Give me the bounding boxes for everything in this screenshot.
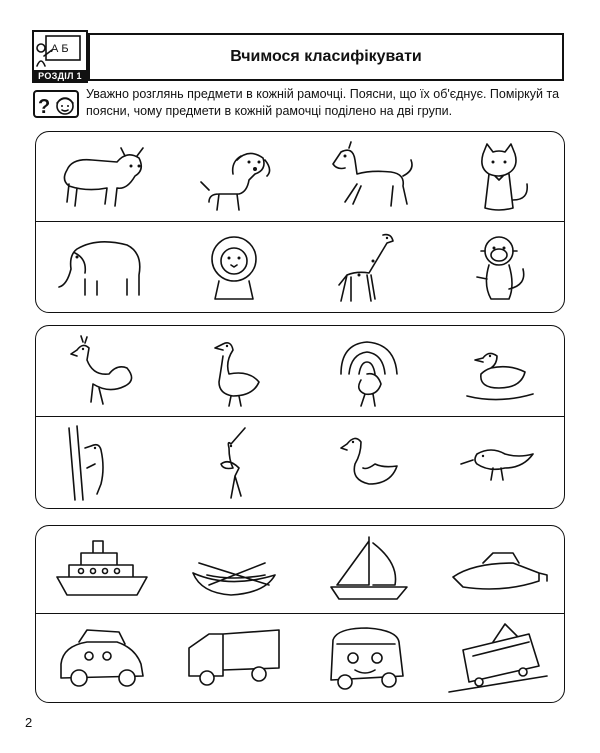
question-and-child-icon [33, 90, 79, 118]
task-instructions: Уважно розглянь предмети в кожній рамочці. Поясни, що їх об'єднує. Поміркуй та поясни, чому предмети в кожній рамочці поділено на дві групи. [86, 87, 560, 118]
frame-transport [35, 525, 565, 703]
cat-picture [432, 136, 564, 221]
section-label: РОЗДІЛ 1 [32, 70, 88, 83]
dog-picture [168, 136, 300, 221]
page-title-box [88, 33, 564, 81]
truck-picture [168, 617, 300, 700]
rowboat-picture [168, 530, 300, 613]
ship-picture [36, 530, 168, 613]
titmouse-picture [432, 420, 564, 506]
giraffe-picture [300, 225, 432, 310]
car-picture [36, 617, 168, 700]
bus-picture [300, 617, 432, 700]
cow-picture [36, 136, 168, 221]
horse-picture [300, 136, 432, 221]
lion-picture [168, 225, 300, 310]
elephant-picture [36, 225, 168, 310]
tram-picture [432, 617, 564, 700]
frame-birds [35, 325, 565, 509]
motorboat-picture [432, 530, 564, 613]
woodpecker-picture [36, 420, 168, 506]
swan-picture [300, 420, 432, 506]
page-number: 2 [25, 715, 33, 730]
duck-picture [432, 330, 564, 416]
frame-animals [35, 131, 565, 313]
turkey-picture [300, 330, 432, 416]
goose-picture [168, 330, 300, 416]
monkey-picture [432, 225, 564, 310]
stork-picture [168, 420, 300, 506]
sailboat-picture [300, 530, 432, 613]
svg-text:?: ? [38, 96, 51, 118]
page-title: Вчимося класифікувати [230, 48, 422, 65]
svg-text:А Б: А Б [51, 43, 69, 55]
rooster-picture [36, 330, 168, 416]
